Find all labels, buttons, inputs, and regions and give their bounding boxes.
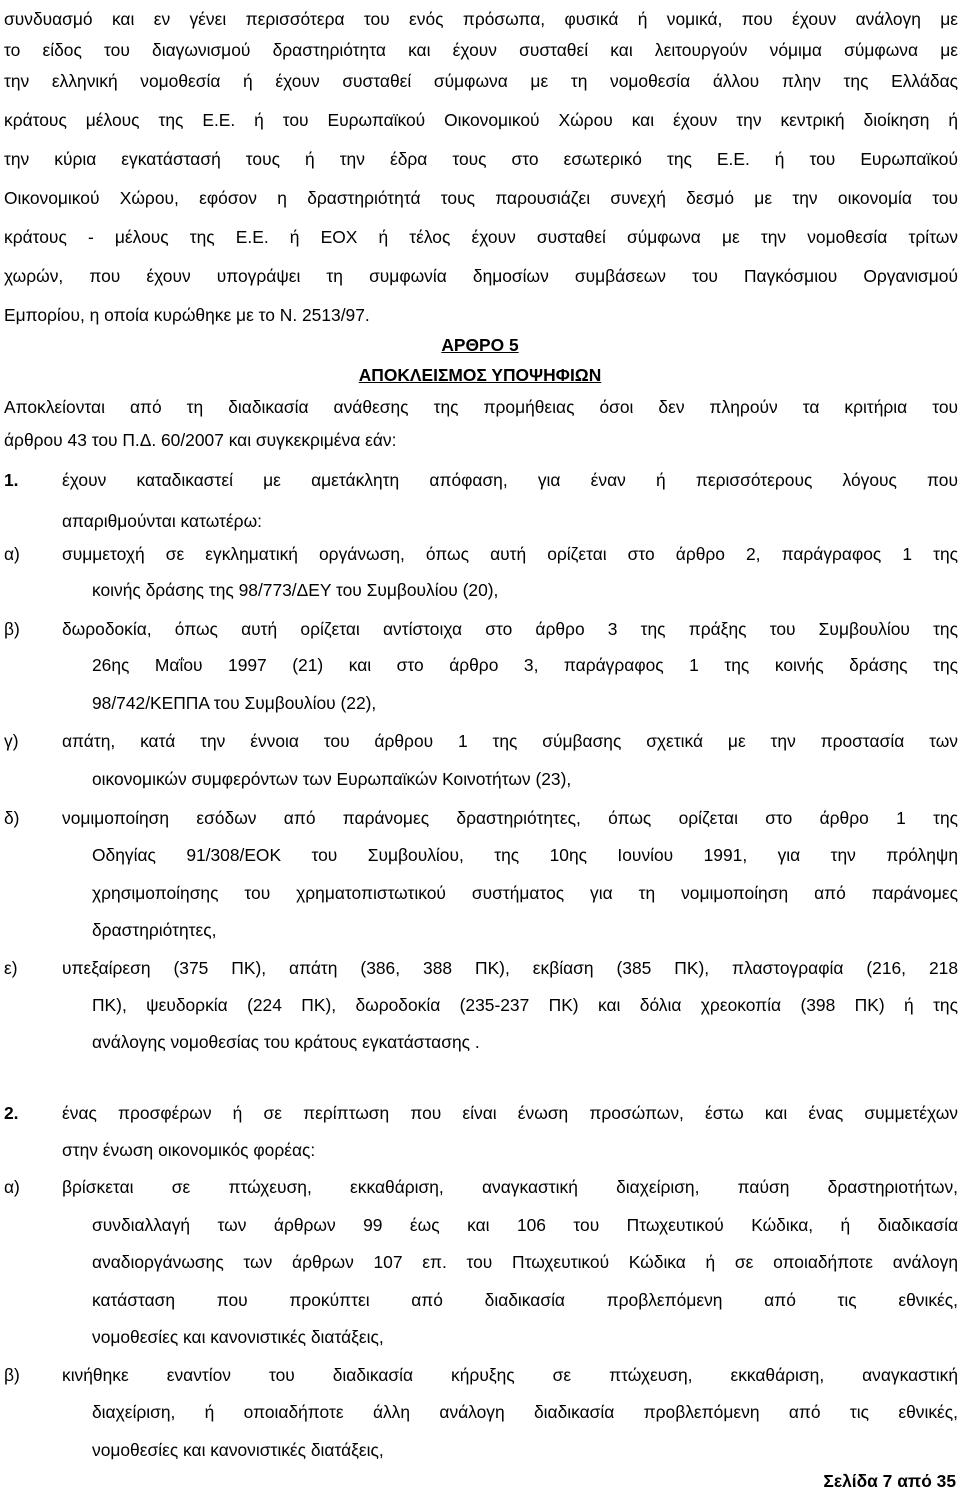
sub-item-mark: ε) (4, 958, 18, 978)
item-line: ένας προσφέρων ή σε περίπτωση που είναι ένωση προσώπων, έστω και ένας συμμετέχων (62, 1103, 958, 1123)
sub-item-line: δωροδοκία, όπως αυτή ορίζεται αντίστοιχα στο άρθρο 3 της πράξης του Συμβουλίου της (62, 619, 958, 639)
sub-item-line: αναδιοργάνωσης των άρθρων 107 επ. του Πτωχευτικού Κώδικα ή σε οποιαδήποτε ανάλογη (92, 1252, 958, 1272)
sub-item-mark: δ) (4, 808, 20, 828)
sub-item-mark: β) (4, 619, 20, 639)
lead-line: Αποκλείονται από τη διαδικασία ανάθεσης της προμήθειας όσοι δεν πληρούν τα κριτήρια του (4, 397, 958, 417)
sub-item-mark: α) (4, 544, 20, 564)
item-line: στην ένωση οικονομικός φορέας: (62, 1140, 316, 1160)
item-number: 2. (4, 1103, 19, 1123)
sub-item-line: ανάλογης νομοθεσίας του κράτους εγκατάστασης . (92, 1032, 480, 1052)
sub-item-line: 26ης Μαΐου 1997 (21) και στο άρθρο 3, παράγραφος 1 της κοινής δράσης της (92, 655, 958, 675)
sub-item-line: κινήθηκε εναντίον του διαδικασία κήρυξης σε πτώχευση, εκκαθάριση, αναγκαστική (62, 1365, 958, 1385)
intro-line: Οικονομικού Χώρου, εφόσον η δραστηριότητά τους παρουσιάζει συνεχή δεσμό με την οικονομία του (4, 188, 958, 208)
sub-item-line: 98/742/ΚΕΠΠΑ του Συμβουλίου (22), (92, 693, 377, 713)
sub-item-line: Οδηγίας 91/308/ΕΟΚ του Συμβουλίου, της 10ης Ιουνίου 1991, για την πρόληψη (92, 845, 958, 865)
lead-line: άρθρου 43 του Π.Δ. 60/2007 και συγκεκριμένα εάν: (4, 430, 397, 450)
sub-item-mark: α) (4, 1177, 20, 1197)
sub-item-line: βρίσκεται σε πτώχευση, εκκαθάριση, αναγκαστική διαχείριση, παύση δραστηριοτήτων, (62, 1177, 958, 1197)
sub-item-line: κοινής δράσης της 98/773/ΔΕΥ του Συμβουλίου (20), (92, 580, 499, 600)
item-line: απαριθμούνται κατωτέρω: (62, 511, 262, 531)
intro-line: κράτους - μέλους της Ε.Ε. ή ΕΟΧ ή τέλος έχουν συσταθεί σύμφωνα με την νομοθεσία τρίτων (4, 227, 958, 247)
sub-item-line: ΠΚ), ψευδορκία (224 ΠΚ), δωροδοκία (235-237 ΠΚ) και δόλια χρεοκοπία (398 ΠΚ) ή της (92, 995, 958, 1015)
sub-item-line: δραστηριότητες, (92, 920, 217, 940)
intro-line: κράτους μέλους της Ε.Ε. ή του Ευρωπαϊκού Οικονομικού Χώρου και έχουν την κεντρική διοίκηση ή (4, 110, 958, 130)
intro-line: την κύρια εγκατάστασή τους ή την έδρα τους στο εσωτερικό της Ε.Ε. ή του Ευρωπαϊκού (4, 149, 958, 169)
article-title: ΑΠΟΚΛΕΙΣΜΟΣ ΥΠΟΨΗΦΙΩΝ (358, 365, 602, 385)
item-number: 1. (4, 470, 19, 490)
intro-line: το είδος του διαγωνισμού δραστηριότητα και έχουν συσταθεί και λειτουργούν νόμιμα σύμφωνα με (4, 40, 958, 60)
sub-item-line: κατάσταση που προκύπτει από διαδικασία προβλεπόμενη από τις εθνικές, (92, 1290, 958, 1310)
intro-line: την ελληνική νομοθεσία ή έχουν συσταθεί σύμφωνα με τη νομοθεσία άλλου πλην της Ελλάδας (4, 71, 958, 91)
sub-item-line: οικονομικών συμφερόντων των Ευρωπαϊκών Κοινοτήτων (23), (92, 769, 572, 789)
sub-item-line: συμμετοχή σε εγκληματική οργάνωση, όπως αυτή ορίζεται στο άρθρο 2, παράγραφος 1 της (62, 544, 958, 564)
sub-item-line: διαχείριση, ή οποιαδήποτε άλλη ανάλογη διαδικασία προβλεπόμενη από τις εθνικές, (92, 1402, 958, 1422)
page-number-label: Σελίδα 7 από 35 (823, 1471, 956, 1491)
sub-item-line: νομιμοποίηση εσόδων από παράνομες δραστηριότητες, όπως ορίζεται στο άρθρο 1 της (62, 808, 958, 828)
intro-line: Εμπορίου, η οποία κυρώθηκε με το Ν. 2513/97. (4, 305, 370, 325)
sub-item-line: συνδιαλλαγή των άρθρων 99 έως και 106 του Πτωχευτικού Κώδικα, ή διαδικασία (92, 1215, 958, 1235)
sub-item-mark: β) (4, 1365, 20, 1385)
intro-line: χωρών, που έχουν υπογράψει τη συμφωνία δημοσίων συμβάσεων του Παγκόσμιου Οργανισμού (4, 266, 958, 286)
sub-item-line: χρησιμοποίησης του χρηματοπιστωτικού συστήματος για τη νομιμοποίηση από παράνομες (92, 883, 958, 903)
sub-item-line: νομοθεσίες και κανονιστικές διατάξεις, (92, 1440, 384, 1460)
sub-item-line: απάτη, κατά την έννοια του άρθρου 1 της σύμβασης σχετικά με την προστασία των (62, 731, 958, 751)
item-line: έχουν καταδικαστεί με αμετάκλητη απόφαση, για έναν ή περισσότερους λόγους που (62, 470, 958, 490)
sub-item-line: νομοθεσίες και κανονιστικές διατάξεις, (92, 1327, 384, 1347)
intro-line: συνδυασμό και εν γένει περισσότερα του ενός πρόσωπα, φυσικά ή νομικά, που έχουν ανάλογη με (4, 9, 958, 29)
sub-item-line: υπεξαίρεση (375 ΠΚ), απάτη (386, 388 ΠΚ), εκβίαση (385 ΠΚ), πλαστογραφία (216, 218 (62, 958, 958, 978)
sub-item-mark: γ) (4, 731, 19, 751)
article-number: ΑΡΘΡΟ 5 (441, 335, 519, 355)
